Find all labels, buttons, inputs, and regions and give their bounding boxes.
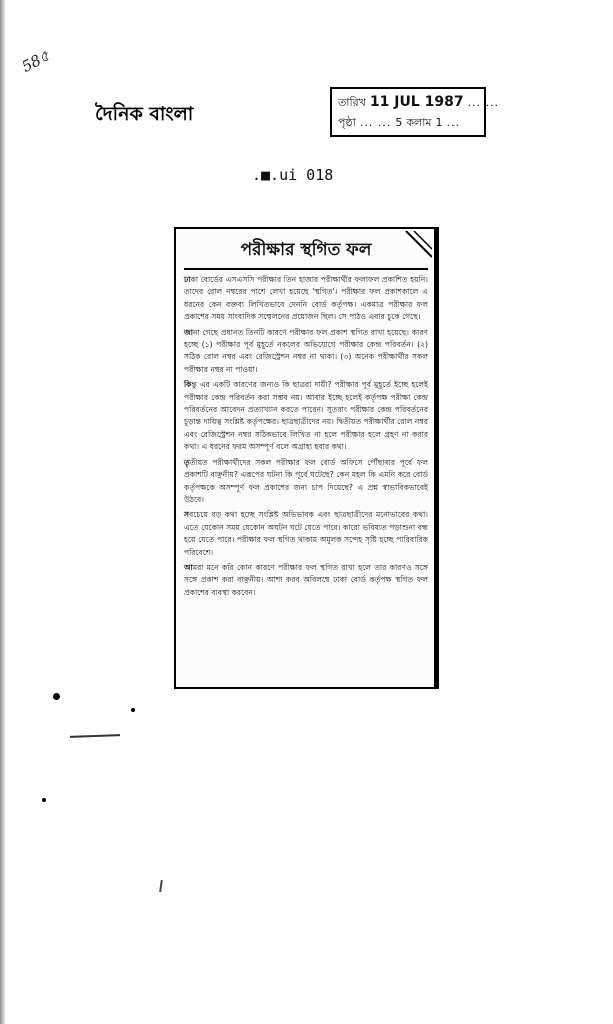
stamp-page-row <box>338 113 478 133</box>
stamp-date-value: 11 JUL 1987 <box>369 94 464 110</box>
stamp-date-trail: ... ... <box>467 96 500 109</box>
handwritten-mark: 58৫ <box>18 46 53 76</box>
newspaper-name: দৈনিক বাংলা <box>95 103 194 125</box>
scan-dash-mark <box>70 734 120 738</box>
stamp-page-value: 5 <box>395 116 403 129</box>
scan-speck <box>42 798 46 802</box>
date-stamp <box>330 87 500 137</box>
clipping-paragraph: সবচেয়ে বড় কথা হচ্ছে সংশ্লিষ্ট অভিভাবক এবং ছাত্রছাত্রীদের মনোভাবের কথা। এতে যেকোন সময় যেকোন অঘটন ঘটে যেতে পারে। কারো ভবিষ্যত পড়াশুনা বন্ধ হয়ে যেতে পারে। পরীক্ষার ফল স্থগিত থাকায় অমূলক সন্দেহ সৃষ্টি হচ্ছে পারিবারিক পরিবেশে। <box>184 510 428 557</box>
stamp-date-label: তারিখ <box>338 96 366 109</box>
clipping-corner-lines <box>402 231 432 261</box>
clipping-paragraph: কিন্তু এর একটি কারণের জন্যও কি ছাত্ররা দায়ী? পরীক্ষার পূর্ব মুহূর্তে ইচ্ছে হলেই পরীক্ষার কেন্দ্র পরিবর্তন করা সম্ভব নয়। আবার ইচ্ছে হলেই কর্তৃপক্ষ পরীক্ষা কেন্দ্র পরিবর্তনের আবেদন প্রত্যাখ্যান করতে পারেন। সুতরাং পরীক্ষার কেন্দ্র পরিবর্তনের চূড়ান্ত দায়িত্ব সংশ্লিষ্ট কর্তৃপক্ষের। ছাত্রছাত্রীদের নয়। দ্বিতীয়ত পরীক্ষার্থীর রোল নম্বর এবং রেজিস্ট্রেশন নম্বর সঠিকভাবে লিখিত না হলে পরীক্ষার হলে গ্রহণ না করার কথা। এ ধরনের ফরম অসম্পূর্ণ বলে অগ্রাহ্য হবার কথা। <box>184 380 428 452</box>
scan-speck <box>53 693 60 700</box>
stamp-column-value: 1 <box>435 116 443 129</box>
clipping-title: পরীক্ষার স্থগিত ফল <box>184 237 428 270</box>
page-edge-shadow <box>0 0 6 1024</box>
stamp-column-label: কলাম <box>406 116 432 129</box>
stamp-page-label: পৃষ্ঠা <box>338 116 356 129</box>
stamp-row2-dots: ... ... <box>359 116 392 129</box>
scan-tick-mark <box>159 880 163 892</box>
clipping-paragraph: তৃতীয়ত পরীক্ষার্থীদের সকল পরীক্ষার ফল বোর্ড অফিসে পৌঁছাবার পূর্বে ফল প্রকাশটি বাঞ্ছনীয়? এরূপের ঘটনা কি পূর্বে ঘটেছে? কেন মহল কি এমনি করে বোর্ড কর্তৃপক্ষকে অসম্পূর্ণ ফল প্রকাশের জন্য চাপ দিয়েছে? এ প্রশ্ন স্বাভাবিকভাবেই উঠবে। <box>184 457 428 504</box>
stamp-date-row <box>338 92 500 113</box>
scan-speck <box>131 708 135 712</box>
newspaper-clipping <box>174 227 439 689</box>
clipping-paragraph: জানা গেছে প্রধানত তিনটি কারণে পরীক্ষার ফল প্রকাশ স্থগিত রাখা হয়েছে। কারণ হচ্ছে (১) পরীক্ষার পূর্ব মুহূর্তে নকলের অভিযোগে পরীক্ষার কেন্দ্র পরিবর্তন। (২) সঠিক রোল নম্বর এবং রেজিস্ট্রেশন নম্বর না থাকা। (৩) অনেক পরীক্ষার্থীর সকল পরীক্ষার নম্বর না পাওয়া। <box>184 327 428 374</box>
clipping-paragraph: ঢাকা বোর্ডের এসএসসি পরীক্ষার তিন হাজার পরীক্ষার্থীর ফলাফল প্রকাশিত হয়নি। তাদের রোল নম্বরের পাশে লেখা হয়েছে 'স্থগিত'। পরীক্ষার ফল প্রকাশকালে এ ধরনের কেন বক্তব্য লিখিতভাবে দেননি বোর্ড কর্তৃপক্ষ। একমাত্র পরীক্ষার ফল প্রকাশের সময় সাংবাদিক সম্মেলনের প্রয়োজন ছিল। সে পাঠও এবার চুকে গেছে। <box>184 275 428 322</box>
clipping-body <box>184 274 428 599</box>
reference-number: .■.ui 018 <box>252 166 334 184</box>
stamp-row2-trail: ... <box>446 116 461 129</box>
clipping-paragraph: আমরা মনে করি কোন কারণে পরীক্ষার ফল স্থগিত রাখা হলে তার কারণও সঙ্গে সঙ্গে প্রকাশ করা বাঞ্ছনীয়। আশা করব অবিলম্বে ঢাকা বোর্ড কর্তৃপক্ষ স্থগিত ফল প্রকাশের ব্যবস্থা করবেন। <box>184 562 428 597</box>
